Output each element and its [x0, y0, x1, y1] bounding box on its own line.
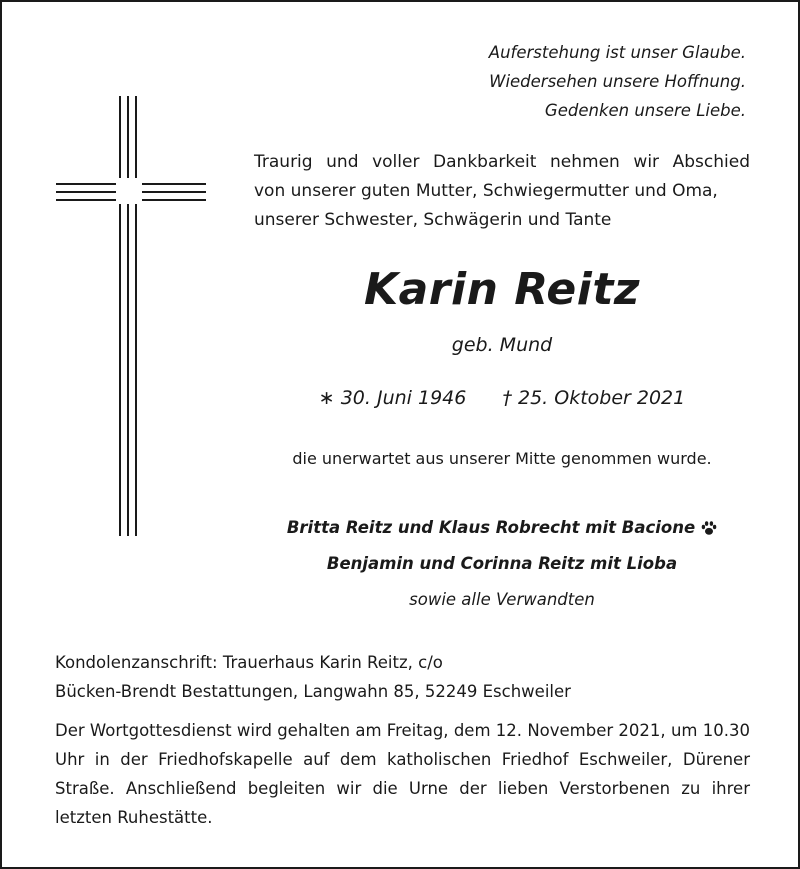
- death-cross-icon: †: [502, 387, 512, 409]
- relatives-line: sowie alle Verwandten: [409, 590, 595, 609]
- maiden-name: geb. Mund: [451, 334, 553, 356]
- deceased-name: Karin Reitz: [364, 264, 640, 315]
- intro-text: [254, 148, 750, 235]
- birth-date: 30. Juni 1946: [340, 387, 467, 409]
- death-date: 25. Oktober 2021: [517, 387, 686, 409]
- service-info: Der Wortgottesdienst wird gehalten am Freitag, dem 12. November 2021, um 10.30 Uhr in der Friedhofskapelle auf dem katholischen Friedhof Eschweiler, Dürener Straße. Anschließend begleiten wir die Urne der lieben Verstorbenen zu ihrer letzten Ruhestätte.: [55, 721, 750, 827]
- motto-line: Wiedersehen unsere Hoffnung.: [489, 72, 746, 91]
- condolence-address: [55, 648, 755, 706]
- family-line-text: Britta Reitz und Klaus Robrecht mit Bacione: [286, 518, 696, 537]
- family-line: Benjamin und Corinna Reitz mit Lioba: [326, 554, 678, 573]
- intro-line: unserer Schwester, Schwägerin und Tante: [254, 210, 612, 230]
- paw-icon: [701, 521, 717, 536]
- address-line: Kondolenzanschrift: Trauerhaus Karin Reitz, c/o: [55, 653, 443, 672]
- address-line: Bücken-Brendt Bestattungen, Langwahn 85, 52249 Eschweiler: [55, 682, 571, 701]
- intro-line: Traurig und voller Dankbarkeit nehmen wir Abschied: [254, 152, 750, 172]
- family-line: [254, 510, 750, 546]
- motto-line: Auferstehung ist unser Glaube.: [488, 43, 746, 62]
- motto-line: Gedenken unsere Liebe.: [544, 101, 746, 120]
- motto: [489, 38, 746, 125]
- passing-note: die unerwartet aus unserer Mitte genommen wurde.: [292, 449, 712, 468]
- family-signatures: [254, 510, 750, 618]
- intro-line: von unserer guten Mutter, Schwiegermutter und Oma,: [254, 181, 718, 201]
- birth-star-icon: ∗: [318, 387, 335, 409]
- cross-icon: [56, 96, 206, 536]
- life-dates: [254, 382, 750, 414]
